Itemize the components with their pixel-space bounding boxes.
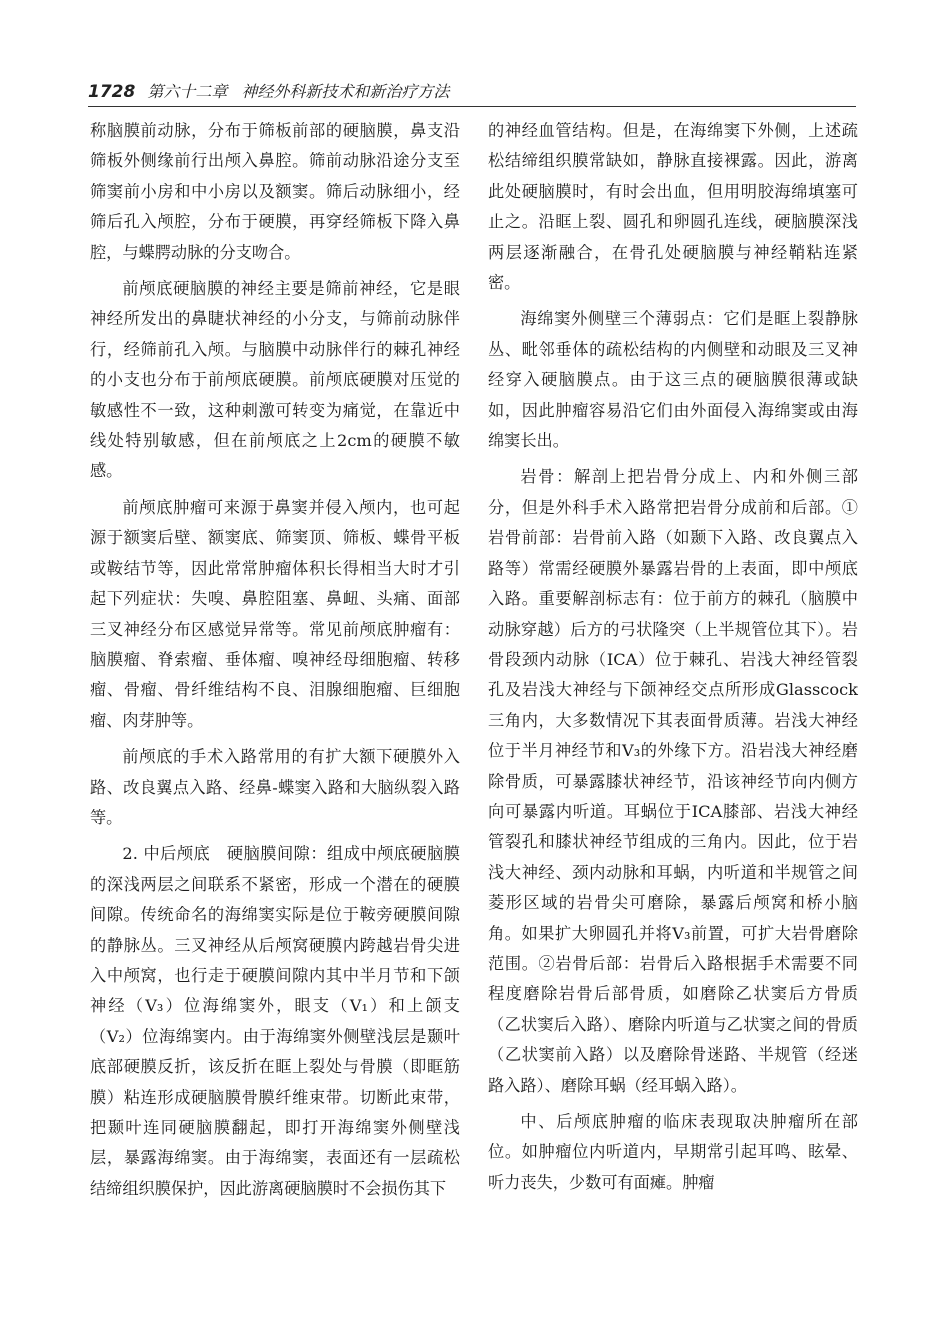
paragraph: 中、后颅底肿瘤的临床表现取决肿瘤所在部位。如肿瘤位内听道内，早期常引起耳鸣、眩晕、听力丧失，少数可有面瘫。肿瘤 [488,1112,858,1192]
chapter-label: 第六十二章 [147,82,228,101]
page-number: 1728 [88,82,136,102]
left-column [90,116,460,1210]
paragraph: 前颅底肿瘤可来源于鼻窦并侵入颅内，也可起源于额窦后壁、额窦底、筛窦顶、筛板、蝶骨平板或鞍结节等，因此常常肿瘤体积长得相当大时才引起下列症状：失嗅、鼻腔阻塞、鼻衄、头痛、面部三叉神经分布区感觉异常等。常见前颅底肿瘤有：脑膜瘤、脊索瘤、垂体瘤、嗅神经母细胞瘤、转移瘤、骨瘤、骨纤维结构不良、泪腺细胞瘤、巨细胞瘤、肉芽肿等。 [90,497,460,730]
paragraph: 2. 中后颅底 硬脑膜间隙：组成中颅底硬脑膜的深浅两层之间联系不紧密，形成一个潜在的硬膜间隙。传统命名的海绵窦实际是位于鞍旁硬膜间隙的静脉丛。三叉神经从后颅窝硬膜内跨越岩骨尖进入中颅窝，也行走于硬膜间隙内其中半月节和下颌神经（V₃）位海绵窦外，眼支（V₁）和上颌支（V₂）位海绵窦内。由于海绵窦外侧壁浅层是颞叶底部硬膜反折，该反折在眶上裂处与骨膜（即眶筋膜）粘连形成硬脑膜骨膜纤维束带。切断此束带，把颞叶连同硬脑膜翻起，即打开海绵窦外侧壁浅层，暴露海绵窦。由于海绵窦，表面还有一层疏松结缔组织膜保护，因此游离硬脑膜时不会损伤其下 [90,844,460,1198]
right-column [488,116,858,1204]
paragraph: 前颅底硬脑膜的神经主要是筛前神经，它是眼神经所发出的鼻睫状神经的小分支，与筛前动脉伴行，经筛前孔入颅。与脑膜中动脉伴行的棘孔神经的小支也分布于前颅底硬膜。前颅底硬膜对压觉的敏感性不一致，这种刺激可转变为痛觉，在靠近中线处特别敏感，但在前颅底之上2cm的硬膜不敏感。 [90,279,460,481]
chapter-title: 神经外科新技术和新治疗方法 [241,82,450,101]
header-rule [88,106,856,107]
paragraph: 的神经血管结构。但是，在海绵窦下外侧，上述疏松结缔组织膜常缺如，静脉直接裸露。因此，游离此处硬脑膜时，有时会出血，但用明胶海绵填塞可止之。沿眶上裂、圆孔和卵圆孔连线，硬脑膜深浅两层逐渐融合，在骨孔处硬脑膜与神经鞘粘连紧密。 [488,121,858,293]
running-header [88,79,856,105]
paragraph: 海绵窦外侧壁三个薄弱点：它们是眶上裂静脉丛、毗邻垂体的疏松结构的内侧壁和动眼及三叉神经穿入硬脑膜点。由于这三点的硬脑膜很薄或缺如，因此肿瘤容易沿它们由外面侵入海绵窦或由海绵窦长出。 [488,309,858,451]
paragraph: 称脑膜前动脉，分布于筛板前部的硬脑膜，鼻支沿筛板外侧缘前行出颅入鼻腔。筛前动脉沿途分支至筛窦前小房和中小房以及额窦。筛后动脉细小，经筛后孔入颅腔，分布于硬膜，再穿经筛板下降入鼻腔，与蝶腭动脉的分支吻合。 [90,121,460,262]
paragraph: 前颅底的手术入路常用的有扩大额下硬膜外入路、改良翼点入路、经鼻-蝶窦入路和大脑纵裂入路等。 [90,747,460,827]
paragraph: 岩骨：解剖上把岩骨分成上、内和外侧三部分，但是外科手术入路常把岩骨分成前和后部。①岩骨前部：岩骨前入路（如颞下入路、改良翼点入路等）常需经硬膜外暴露岩骨的上表面，即中颅底入路。重要解剖标志有：位于前方的棘孔（脑膜中动脉穿越）后方的弓状隆突（上半规管位其下）。岩骨段颈内动脉（ICA）位于棘孔、岩浅大神经管裂孔及岩浅大神经与下颌神经交点所形成Glasscock三角内，大多数情况下其表面骨质薄。岩浅大神经位于半月神经节和V₃的外缘下方。沿岩浅大神经磨除骨质，可暴露膝状神经节，沿该神经节向内侧方向可暴露内听道。耳蜗位于ICA膝部、岩浅大神经管裂孔和膝状神经节组成的三角内。因此，位于岩浅大神经、颈内动脉和耳蜗，内听道和半规管之间菱形区域的岩骨尖可磨除，暴露后颅窝和桥小脑角。如果扩大卵圆孔并将V₃前置，可扩大岩骨磨除范围。②岩骨后部：岩骨后入路根据手术需要不同程度磨除岩骨后部骨质，如磨除乙状窦后方骨质（乙状窦后入路）、磨除内听道与乙状窦之间的骨质（乙状窦前入路）以及磨除骨迷路、半规管（经迷路入路）、磨除耳蜗（经耳蜗入路）。 [488,467,858,1095]
